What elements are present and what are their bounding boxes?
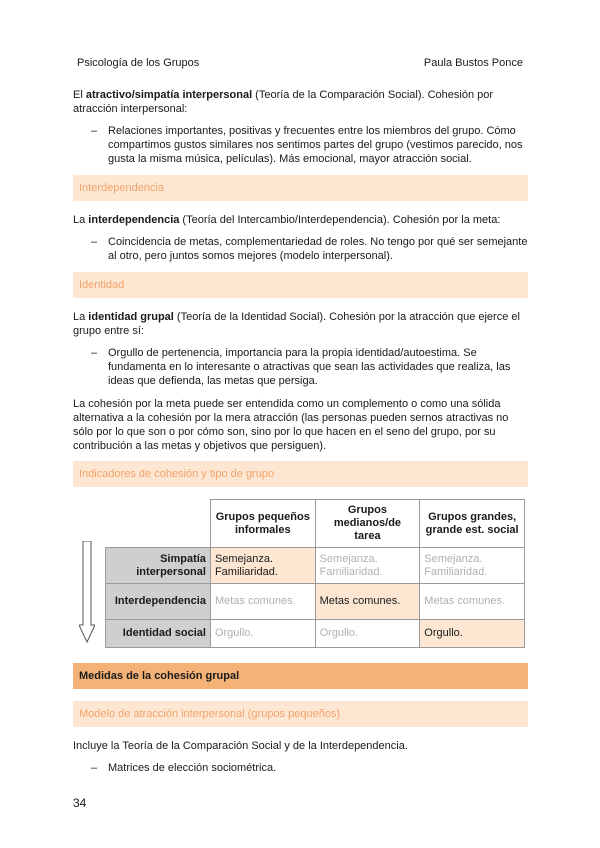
subsection-heading-modelo: Modelo de atracción interpersonal (grupos pequeños) (73, 701, 528, 727)
cohesion-paragraph: La cohesión por la meta puede ser entendida como un complemento o como una sólida alternativa a la cohesión por la mera atracción (las personas pueden sernos atractivas no sólo por lo que son o por cómo son, sino por lo que hacen en el seno del grupo, por su contribución a las metas y objetivos que persiguen). (73, 398, 509, 452)
identidad-term: identidad grupal (88, 311, 174, 323)
indicadores-table (105, 499, 525, 648)
table-row (106, 548, 525, 584)
medidas-paragraph: Incluye la Teoría de la Comparación Social y de la Interdependencia. (73, 740, 408, 752)
column-header: Grupos pequeños informales (210, 500, 315, 548)
section-heading-interdependencia: Interdependencia (73, 175, 528, 201)
table-cell: Semejanza. Familiaridad. (420, 548, 525, 584)
indicadores-table-area (73, 499, 528, 649)
header-author: Paula Bustos Ponce (423, 57, 523, 69)
intro-term: atractivo/simpatía interpersonal (85, 89, 253, 101)
column-header: Grupos medianos/de tarea (315, 500, 420, 548)
page-header (77, 56, 523, 70)
row-label: Interdependencia (106, 584, 211, 620)
section-heading-indicadores: Indicadores de cohesión y tipo de grupo (73, 461, 528, 487)
row-label: Simpatía interpersonal (106, 548, 211, 584)
column-header: Grupos grandes, grande est. social (420, 500, 525, 548)
section-heading-identidad: Identidad (73, 272, 528, 298)
identidad-paragraph: La identidad grupal (Teoría de la Identidad Social). Cohesión por la atracción que ejerce el grupo entre sí: (73, 311, 520, 337)
interdependencia-term: interdependencia (88, 214, 180, 226)
page-number: 34 (73, 796, 87, 810)
list-item: – Coincidencia de metas, complementariedad de roles. No tengo por qué ser semejante al otro, pero juntos somos mejores (modelo interpersonal). (91, 236, 528, 262)
table-cell: Orgullo. (315, 620, 420, 648)
table-cell: Semejanza. Familiaridad. (210, 548, 315, 584)
table-row (106, 584, 525, 620)
down-arrow-icon (79, 541, 95, 643)
intro-paragraph: El atractivo/simpatía interpersonal (Teoría de la Comparación Social). Cohesión por atracción interpersonal: (73, 89, 494, 115)
table-cell: Semejanza. Familiaridad. (315, 548, 420, 584)
section-heading-medidas: Medidas de la cohesión grupal (73, 663, 528, 689)
table-cell: Metas comunes. (315, 584, 420, 620)
list-item: – Orgullo de pertenencia, importancia para la propia identidad/autoestima. Se fundamenta en lo interesante o atractivas que sean las actividades que realiza, las ideas que defienda, las metas que persiga. (91, 347, 511, 387)
row-label: Identidad social (106, 620, 211, 648)
table-row (106, 620, 525, 648)
table-cell: Metas comunes. (210, 584, 315, 620)
table-cell: Orgullo. (210, 620, 315, 648)
interdependencia-paragraph: La interdependencia (Teoría del Intercambio/Interdependencia). Cohesión por la meta: (73, 214, 501, 226)
table-cell: Metas comunes. (420, 584, 525, 620)
page-content (73, 88, 528, 784)
list-item: – Matrices de elección sociométrica. (91, 762, 277, 774)
header-course-title: Psicología de los Grupos (77, 57, 200, 69)
list-item: – Relaciones importantes, positivas y frecuentes entre los miembros del grupo. Cómo compartimos gustos similares nos sentimos partes del grupo (vestimos parecido, nos gusta la misma música, películas). Más emocional, mayor atracción social. (91, 125, 523, 165)
table-cell: Orgullo. (420, 620, 525, 648)
